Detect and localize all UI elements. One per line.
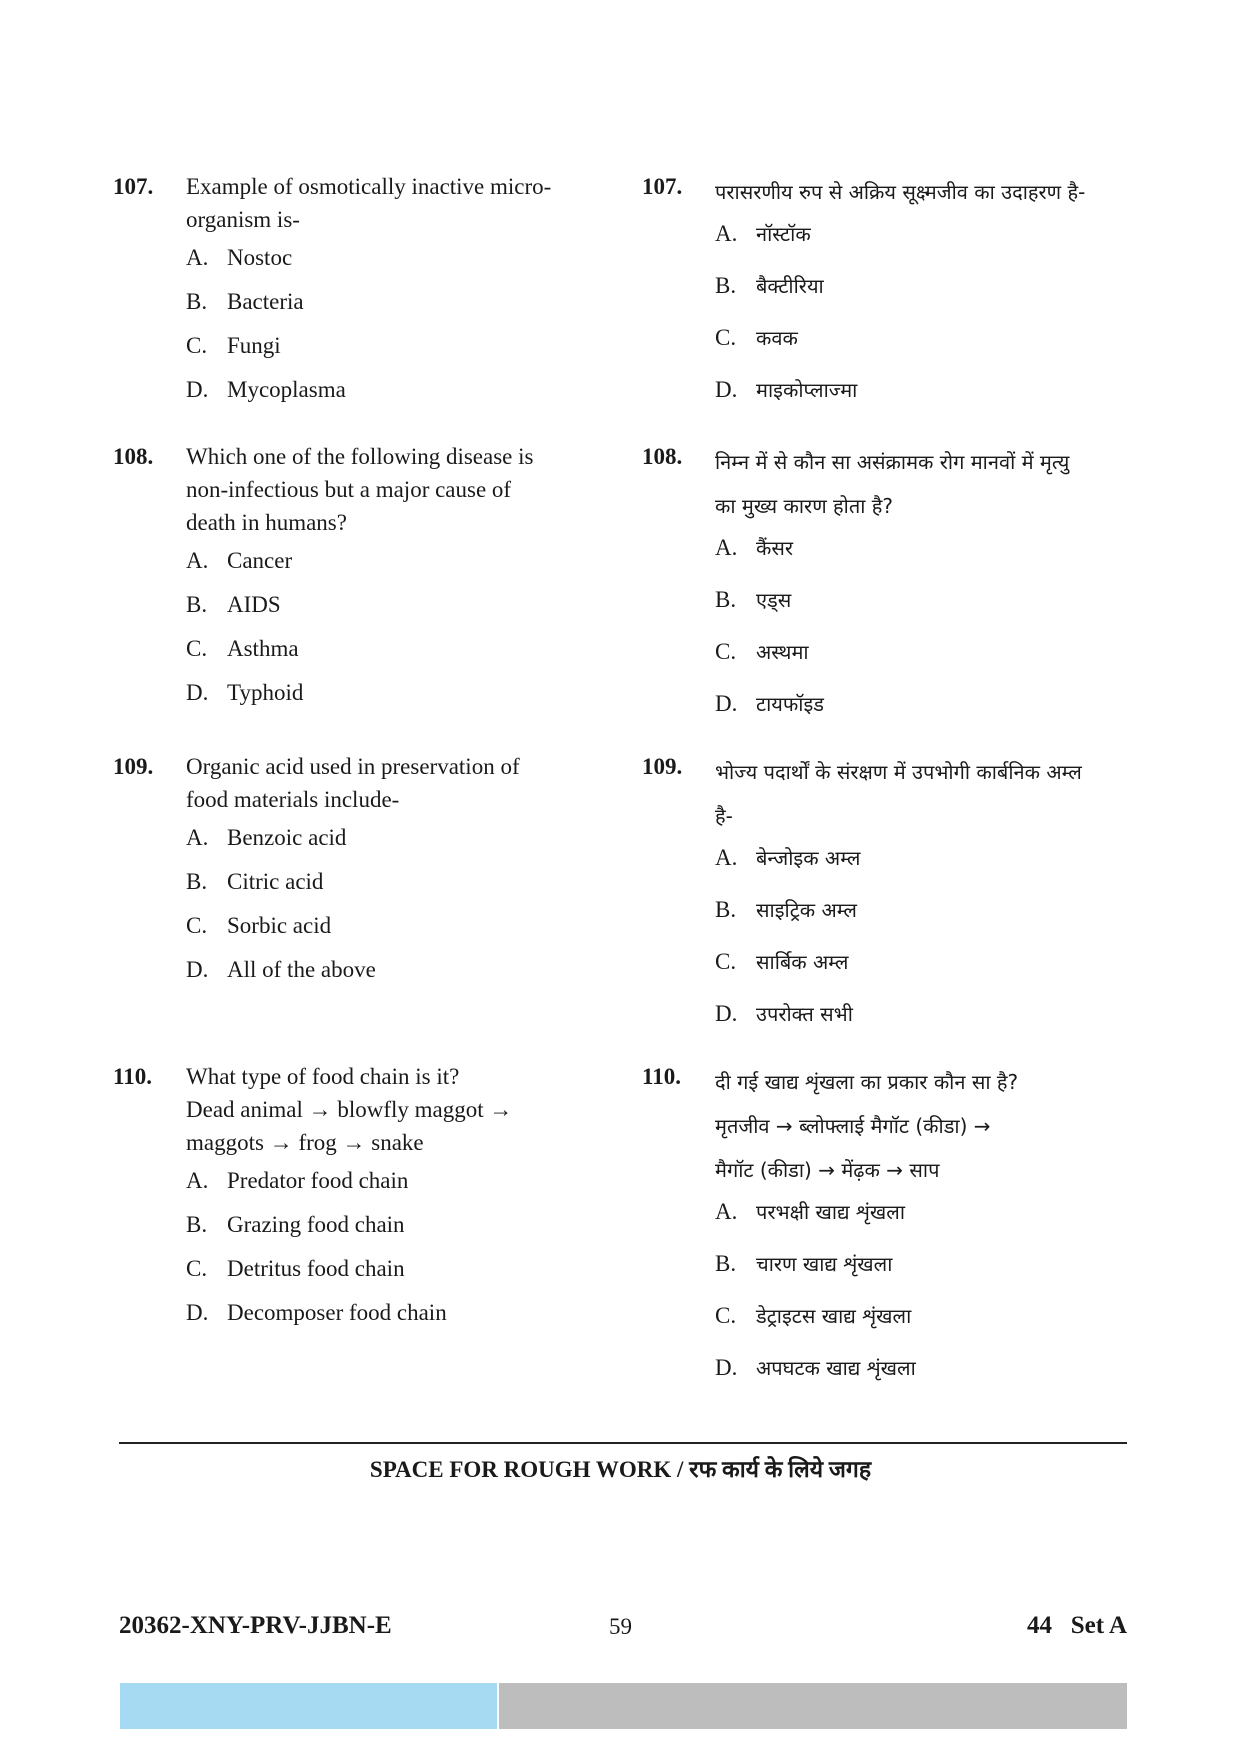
option-label: B. bbox=[715, 897, 737, 922]
question-110-en bbox=[113, 1060, 593, 1343]
question-text: Which one of the following disease is non-infectious but a major cause of death in humans? bbox=[186, 444, 534, 535]
option-label: D. bbox=[715, 1355, 738, 1380]
option-a bbox=[715, 1198, 1142, 1250]
question-number: 109. bbox=[113, 754, 154, 779]
option-text: अपघटक खाद्य शृंखला bbox=[756, 1356, 916, 1380]
question-109-en bbox=[113, 750, 593, 1060]
option-text: अस्थमा bbox=[756, 640, 809, 664]
option-label: B. bbox=[186, 869, 208, 894]
option-label: B. bbox=[715, 273, 737, 298]
option-text: Detritus food chain bbox=[227, 1256, 405, 1281]
question-text: Example of osmotically inactive micro- organism is- bbox=[186, 174, 552, 232]
option-c bbox=[186, 635, 593, 679]
option-label: A. bbox=[186, 245, 209, 270]
option-label: B. bbox=[715, 587, 737, 612]
option-label: B. bbox=[186, 1212, 208, 1237]
option-label: C. bbox=[186, 913, 208, 938]
option-label: A. bbox=[715, 845, 738, 870]
question-number: 108. bbox=[113, 444, 154, 469]
question-110-hi bbox=[642, 1060, 1142, 1406]
option-c bbox=[715, 1302, 1142, 1354]
option-text: एड्स bbox=[756, 588, 792, 612]
option-label: A. bbox=[715, 221, 738, 246]
question-number: 110. bbox=[113, 1064, 152, 1089]
question-number: 107. bbox=[642, 174, 683, 199]
option-a bbox=[186, 547, 593, 591]
option-text: Citric acid bbox=[227, 869, 324, 894]
option-d bbox=[715, 376, 1142, 428]
option-label: C. bbox=[186, 1256, 208, 1281]
rough-work-divider bbox=[119, 1442, 1127, 1444]
option-text: Typhoid bbox=[227, 680, 304, 705]
option-b bbox=[715, 1250, 1142, 1302]
option-label: D. bbox=[186, 1300, 209, 1325]
paper-code: 20362-XNY-PRV-JJBN-E bbox=[119, 1612, 392, 1639]
option-label: A. bbox=[186, 548, 209, 573]
set-label: 44 Set A bbox=[1027, 1612, 1127, 1639]
option-text: Nostoc bbox=[227, 245, 293, 270]
hindi-column bbox=[642, 170, 1142, 1406]
option-d bbox=[715, 1354, 1142, 1406]
option-a bbox=[715, 220, 1142, 272]
option-label: D. bbox=[715, 1001, 738, 1026]
option-text: Asthma bbox=[227, 636, 299, 661]
option-c bbox=[186, 912, 593, 956]
option-b bbox=[186, 288, 593, 332]
question-107-hi bbox=[642, 170, 1142, 440]
option-text: परभक्षी खाद्य शृंखला bbox=[756, 1200, 905, 1224]
option-text: कवक bbox=[756, 326, 798, 350]
option-text: बेन्जोइक अम्ल bbox=[756, 846, 861, 870]
question-text: परासरणीय रुप से अक्रिय सूक्ष्मजीव का उदाहरण है- bbox=[715, 180, 1086, 204]
option-b bbox=[715, 586, 1142, 638]
option-text: AIDS bbox=[227, 592, 281, 617]
option-a bbox=[186, 824, 593, 868]
option-c bbox=[186, 1255, 593, 1299]
footer-bar-gray bbox=[499, 1683, 1127, 1729]
option-label: A. bbox=[715, 1199, 738, 1224]
option-label: B. bbox=[186, 289, 208, 314]
option-b bbox=[186, 591, 593, 635]
question-number: 107. bbox=[113, 174, 154, 199]
option-label: A. bbox=[186, 1168, 209, 1193]
option-text: कैंसर bbox=[756, 536, 794, 560]
option-label: C. bbox=[715, 325, 737, 350]
question-108-en bbox=[113, 440, 593, 750]
option-c bbox=[715, 638, 1142, 690]
option-b bbox=[715, 896, 1142, 948]
option-text: सार्बिक अम्ल bbox=[756, 950, 849, 974]
question-text: भोज्य पदार्थों के संरक्षण में उपभोगी कार्बनिक अम्ल है- bbox=[715, 760, 1082, 828]
option-label: A. bbox=[186, 825, 209, 850]
option-label: C. bbox=[186, 333, 208, 358]
option-d bbox=[186, 679, 593, 723]
question-107-en bbox=[113, 170, 593, 440]
option-label: B. bbox=[186, 592, 208, 617]
option-a bbox=[715, 534, 1142, 586]
option-label: C. bbox=[715, 1303, 737, 1328]
option-c bbox=[715, 948, 1142, 1000]
option-b bbox=[715, 272, 1142, 324]
option-text: Bacteria bbox=[227, 289, 304, 314]
option-text: साइट्रिक अम्ल bbox=[756, 898, 857, 922]
question-109-hi bbox=[642, 750, 1142, 1060]
option-label: D. bbox=[715, 377, 738, 402]
option-text: डेट्राइटस खाद्य शृंखला bbox=[756, 1304, 912, 1328]
option-text: Grazing food chain bbox=[227, 1212, 405, 1237]
option-a bbox=[715, 844, 1142, 896]
option-d bbox=[186, 1299, 593, 1343]
option-text: Sorbic acid bbox=[227, 913, 332, 938]
footer-bar-blue bbox=[120, 1683, 497, 1729]
option-c bbox=[715, 324, 1142, 376]
option-text: Cancer bbox=[227, 548, 293, 573]
option-label: D. bbox=[186, 377, 209, 402]
question-text: दी गई खाद्य शृंखला का प्रकार कौन सा है? मृतजीव → ब्लोफ्लाई मैगॉट (कीडा) → मैगॉट (कीडा) → मेंढ़क → साप bbox=[715, 1070, 1019, 1182]
english-column bbox=[113, 170, 593, 1343]
question-text: What type of food chain is it? Dead animal → blowfly maggot → maggots → frog → snake bbox=[186, 1064, 513, 1155]
option-text: All of the above bbox=[227, 957, 376, 982]
option-b bbox=[186, 868, 593, 912]
option-text: Benzoic acid bbox=[227, 825, 347, 850]
option-text: Predator food chain bbox=[227, 1168, 409, 1193]
option-b bbox=[186, 1211, 593, 1255]
question-108-hi bbox=[642, 440, 1142, 750]
option-d bbox=[186, 956, 593, 1000]
option-text: Mycoplasma bbox=[227, 377, 346, 402]
option-text: Decomposer food chain bbox=[227, 1300, 447, 1325]
option-text: नॉस्टॉक bbox=[756, 222, 811, 246]
option-label: C. bbox=[715, 639, 737, 664]
option-label: C. bbox=[186, 636, 208, 661]
option-text: चारण खाद्य शृंखला bbox=[756, 1252, 893, 1276]
option-text: माइकोप्लाज्मा bbox=[756, 378, 858, 402]
question-text: Organic acid used in preservation of food materials include- bbox=[186, 754, 520, 812]
option-d bbox=[715, 690, 1142, 742]
question-number: 109. bbox=[642, 754, 683, 779]
option-label: A. bbox=[715, 535, 738, 560]
option-d bbox=[715, 1000, 1142, 1052]
option-label: B. bbox=[715, 1251, 737, 1276]
option-label: D. bbox=[186, 957, 209, 982]
option-d bbox=[186, 376, 593, 420]
option-label: C. bbox=[715, 949, 737, 974]
option-a bbox=[186, 1167, 593, 1211]
option-c bbox=[186, 332, 593, 376]
page-number: 59 bbox=[609, 1614, 632, 1639]
question-text: निम्न में से कौन सा असंक्रामक रोग मानवों में मृत्यु का मुख्य कारण होता है? bbox=[715, 450, 1070, 518]
option-text: बैक्टीरिया bbox=[756, 274, 824, 298]
option-text: टायफॉइड bbox=[756, 692, 824, 716]
option-a bbox=[186, 244, 593, 288]
rough-work-heading: SPACE FOR ROUGH WORK / रफ कार्य के लिये जगह bbox=[369, 1457, 872, 1482]
option-label: D. bbox=[186, 680, 209, 705]
option-text: उपरोक्त सभी bbox=[756, 1002, 853, 1026]
option-label: D. bbox=[715, 691, 738, 716]
option-text: Fungi bbox=[227, 333, 281, 358]
question-number: 108. bbox=[642, 444, 683, 469]
question-number: 110. bbox=[642, 1064, 681, 1089]
